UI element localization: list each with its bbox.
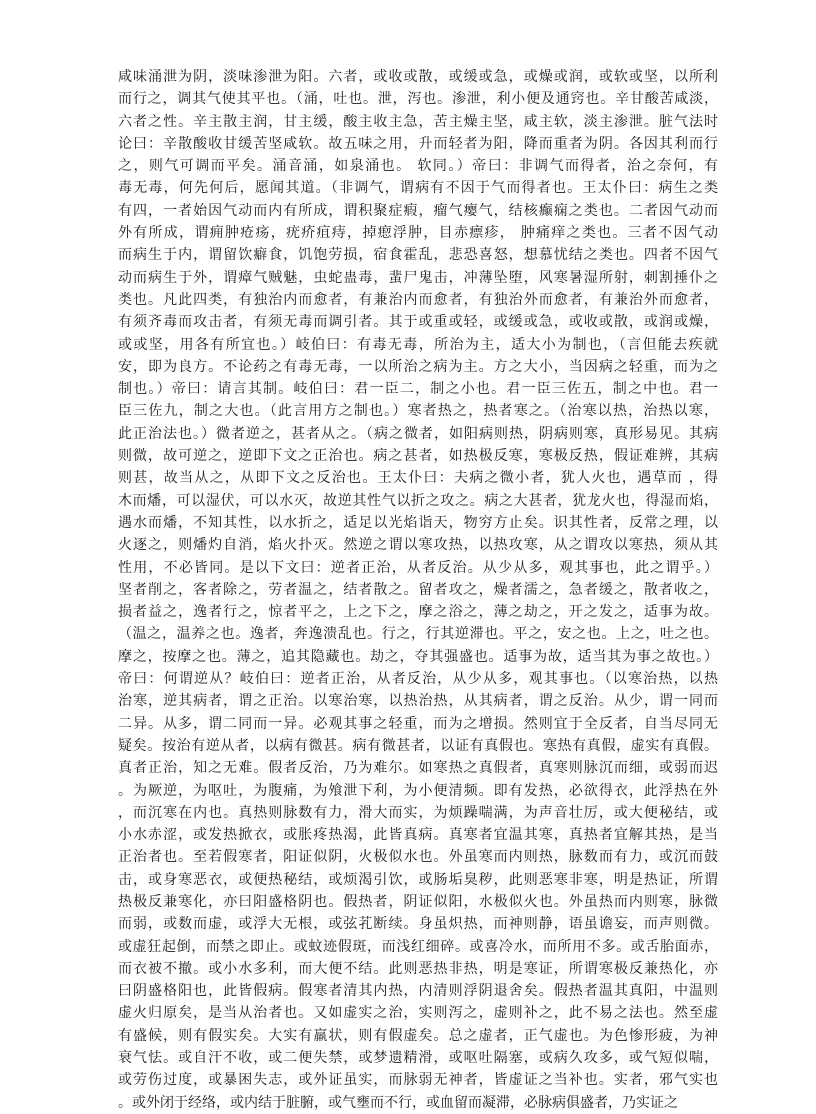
text-line: 安，即为良方。不论药之有毒无毒，一以所治之病为主。方之大小，当因病之轻重，而为之 xyxy=(118,358,718,375)
text-line: 击，或身寒恶衣，或便热秘结，或烦渴引饮，或肠垢臭秽，此则恶寒非寒，明是热证，所谓 xyxy=(118,871,718,888)
text-line: 曰阴盛格阳也，此皆假病。假寒者清其内热，内清则浮阴退舍矣。假热者温其真阳，中温则 xyxy=(118,983,718,1000)
text-line: 或虚狂起倒，而禁之即止。或蚊迹假斑，而浅红细碎。或喜冷水，而所用不多。或舌胎面赤， xyxy=(118,938,718,955)
text-line: 六者之性。辛主散主润，甘主缓，酸主收主急，苦主燥主坚，咸主软，淡主渗泄。脏气法时 xyxy=(118,113,718,130)
text-line: 而行之，调其气使其平也。（涌，吐也。泄，泻也。渗泄，利小便及通窍也。辛甘酸苦咸淡， xyxy=(118,91,718,108)
text-line: 疑矣。按治有逆从者，以病有微甚。病有微甚者，以证有真假也。寒热有真假，虚实有真假。 xyxy=(118,737,718,754)
text-line: 则微，故可逆之，逆即下文之正治也。病之甚者，如热极反寒，寒极反热，假证难辨，其病 xyxy=(118,448,718,465)
text-line: 臣三佐九，制之大也。（此言用方之制也。）寒者热之，热者寒之。（治寒以热，治热以寒， xyxy=(118,403,718,420)
text-line: 摩之，按摩之也。薄之，追其隐藏也。劫之，夺其强盛也。适事为故，适当其为事之故也。） xyxy=(118,648,718,665)
text-line: 木而燔，可以湿伏，可以水灭，故逆其性气以折之攻之。病之大甚者，犹龙火也，得湿而焰， xyxy=(118,492,718,509)
text-line: 真者正治，知之无难。假者反治，乃为难尔。如寒热之真假者，真寒则脉沉而细，或弱而迟 xyxy=(118,760,718,777)
text-line: 有盛候，则有假实矣。大实有羸状，则有假虚矣。总之虚者，正气虚也。为色惨形疲，为神 xyxy=(118,1027,718,1044)
text-line: 二异。从多，谓二同而一异。必观其事之轻重，而为之增损。然则宜于全反者，自当尽同无 xyxy=(118,715,718,732)
text-line: 遇水而燔，不知其性，以水折之，适足以光焰诣天，物穷方止矣。识其性者，反常之理，以 xyxy=(118,514,718,531)
text-line: ，而沉寒在内也。真热则脉数有力，滑大而实，为烦躁喘满，为声音壮厉，或大便秘结，或 xyxy=(118,804,718,821)
text-line: 。为厥逆，为呕吐，为腹痛，为飧泄下利，为小便清频。即有发热，必欲得衣，此浮热在外 xyxy=(118,782,718,799)
text-line: 而弱，或数而虚，或浮大无根，或弦芤断续。身虽炽热，而神则静，语虽谵妄，而声则微。 xyxy=(118,916,718,933)
text-line: 动而病生于外，谓瘴气贼魅，虫蛇蛊毒，蜚尸鬼击，冲薄坠堕，风寒暑湿所射，刺割捶仆之 xyxy=(118,269,718,286)
body-text xyxy=(118,66,718,1114)
text-line: 咸味涌泄为阴，淡味渗泄为阳。六者，或收或散，或缓或急，或燥或润，或软或坚，以所利 xyxy=(118,69,718,85)
text-line: 或劳伤过度，或暴困失志，或外证虽实，而脉弱无神者，皆虚证之当补也。实者，邪气实也 xyxy=(118,1072,718,1089)
text-line: 治寒，逆其病者，谓之正治。以寒治寒，以热治热，从其病者，谓之反治。从少，谓一同而 xyxy=(118,693,718,710)
text-line: 外有所成，谓痈肿疮疡，疣疥疽痔，掉瘛浮肿，目赤瘭疹， 肿痛痒之类也。三者不因气动 xyxy=(118,225,718,242)
text-line: 衰气怯。或自汗不收，或二便失禁，或梦遗精滑，或呕吐隔塞，或病久攻多，或气短似喘， xyxy=(118,1050,718,1067)
text-line: 类也。凡此四类，有独治内而愈者，有兼治内而愈者，有独治外而愈者，有兼治外而愈者， xyxy=(118,291,718,308)
text-line: （温之，温养之也。逸者，奔逸溃乱也。行之，行其逆滞也。平之，安之也。上之，吐之也。 xyxy=(118,626,718,643)
text-line: 制也。）帝曰：请言其制。岐伯曰：君一臣二，制之小也。君一臣三佐五，制之中也。君一 xyxy=(118,381,718,398)
text-line: 虚火归原矣，是当从治者也。又如虚实之治，实则泻之，虚则补之，此不易之法也。然至虚 xyxy=(118,1005,718,1022)
text-line: 损者益之，逸者行之，惊者平之，上之下之，摩之浴之，薄之劫之，开之发之，适事为故。 xyxy=(118,604,718,621)
text-line: 热极反兼寒化，亦曰阳盛格阴也。假热者，阴证似阳，水极似火也。外虽热而内则寒，脉微 xyxy=(118,893,718,910)
text-line: 而衣被不撤。或小水多利，而大便不结。此则恶热非热，明是寒证，所谓寒极反兼热化，亦 xyxy=(118,960,718,977)
text-line: 。或外闭于经络，或内结于脏腑，或气壅而不行，或血留而凝滞，必脉病俱盛者，乃实证之 xyxy=(118,1094,678,1111)
text-line: 火逐之，则燔灼自消，焰火扑灭。然逆之谓以寒攻热，以热攻寒，从之谓攻以寒热，须从其 xyxy=(118,537,718,554)
text-line: 此正治法也。）微者逆之，甚者从之。（病之微者，如阳病则热，阴病则寒，真形易见。其病 xyxy=(118,425,718,442)
text-line: 性用，不必皆同。是以下文曰：逆者正治，从者反治。从少从多，观其事也，此之谓乎。） xyxy=(118,559,718,576)
text-line: 而病生于内，谓留饮癖食，饥饱劳损，宿食霍乱，悲恐喜怒，想慕忧结之类也。四者不因气 xyxy=(118,247,718,264)
text-line: 坚者削之，客者除之，劳者温之，结者散之。留者攻之，燥者濡之，急者缓之，散者收之， xyxy=(118,581,718,598)
text-line: 有须齐毒而攻击者，有须无毒而调引者。其于或重或轻，或缓或急，或收或散，或润或燥， xyxy=(118,314,718,331)
text-line: 则甚，故当从之，从即下文之反治也。王太仆曰：夫病之微小者，犹人火也，遇草而 ，得 xyxy=(118,470,718,487)
text-line: 之，则气可调而平矣。涌音涌，如泉涌也。 软同。）帝曰：非调气而得者，治之奈何，有 xyxy=(118,158,718,175)
text-line: 毒无毒，何先何后，愿闻其道。（非调气，谓病有不因于气而得者也。王太仆曰：病生之类 xyxy=(118,180,718,197)
text-line: 有四，一者始因气动而内有所成，谓积聚症瘕，瘤气瘿气，结核癫痫之类也。二者因气动而 xyxy=(118,202,718,219)
text-line: 小水赤涩，或发热掀衣，或胀疼热渴，此皆真病。真寒者宜温其寒，真热者宜解其热，是当 xyxy=(118,827,718,844)
text-line: 或或坚，用各有所宜也。）岐伯曰：有毒无毒，所治为主，适大小为制也，（言但能去疾就 xyxy=(118,336,718,353)
text-line: 帝曰：何谓逆从？岐伯曰：逆者正治，从者反治，从少从多，观其事也。（以寒治热，以热 xyxy=(118,671,718,688)
text-line: 论曰：辛散酸收甘缓苦坚咸软。故五味之用，升而轻者为阳，降而重者为阴。各因其利而行 xyxy=(118,135,718,152)
text-line: 正治者也。至若假寒者，阳证似阴，火极似水也。外虽寒而内则热，脉数而有力，或沉而鼓 xyxy=(118,849,718,866)
